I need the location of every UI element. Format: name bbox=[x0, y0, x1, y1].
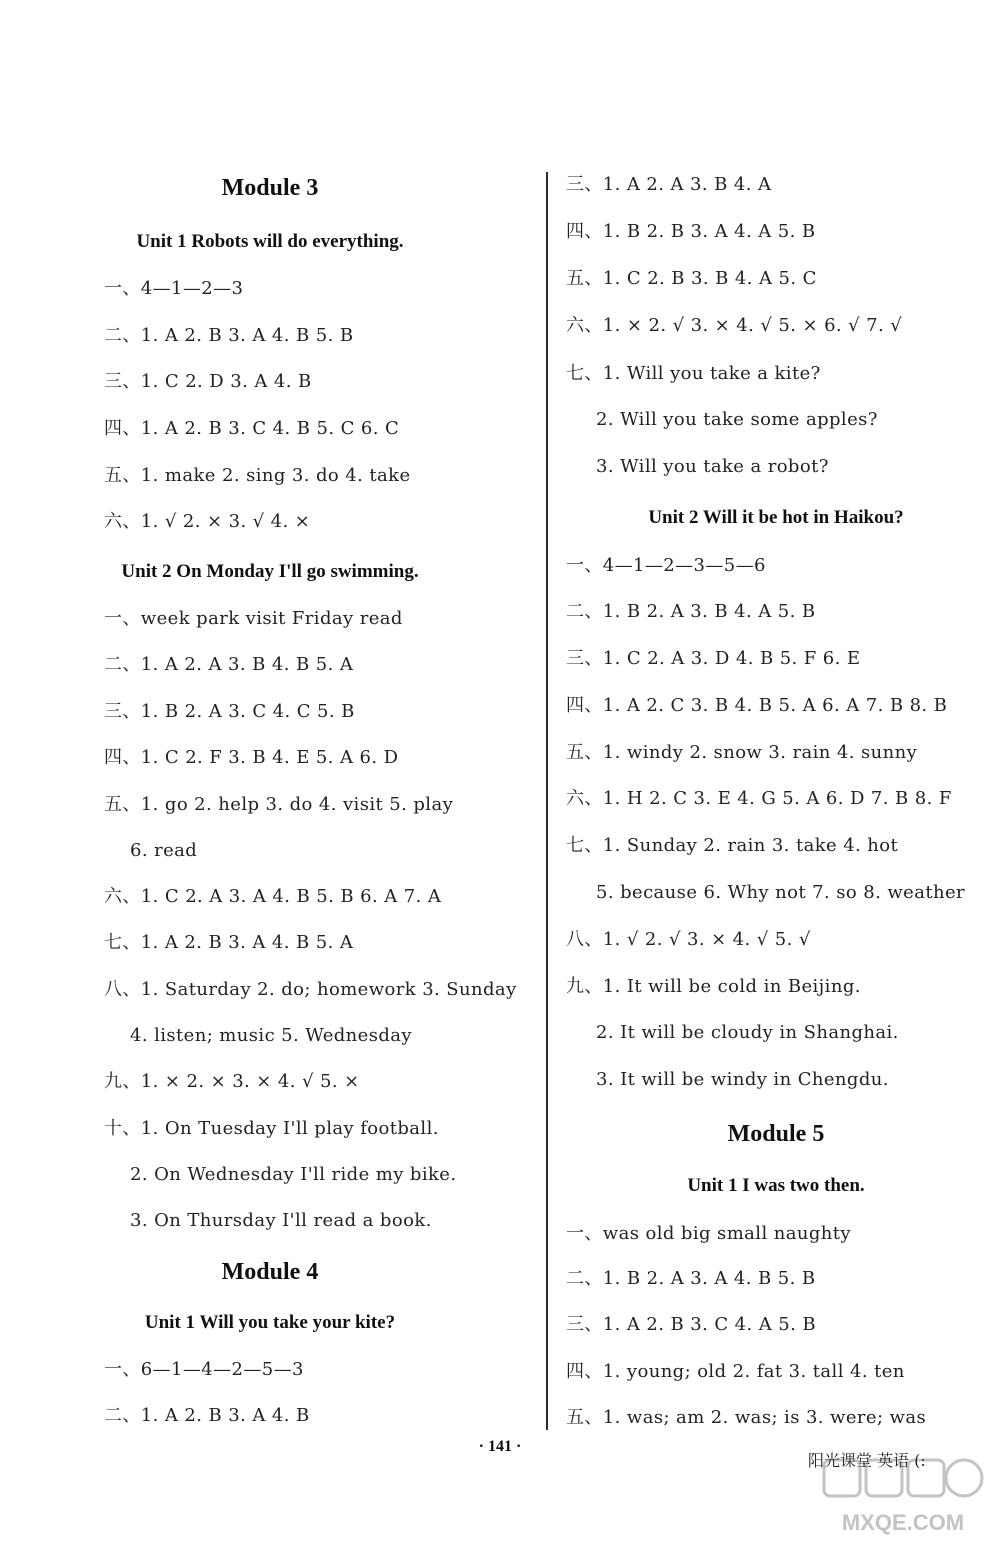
answer-line: 五、1. go 2. help 3. do 4. visit 5. play bbox=[104, 794, 454, 815]
answer-line: 二、1. B 2. A 3. B 4. A 5. B bbox=[566, 601, 816, 622]
answer-line: 四、1. B 2. B 3. A 4. A 5. B bbox=[566, 221, 816, 242]
answer-line: 七、1. Sunday 2. rain 3. take 4. hot bbox=[566, 835, 899, 856]
answer-line: 七、1. A 2. B 3. A 4. B 5. A bbox=[104, 932, 354, 953]
footer-brand: 阳光课堂 英语 (: bbox=[808, 1451, 926, 1470]
answer-line: 6. read bbox=[130, 840, 198, 861]
answer-line: 一、4—1—2—3—5—6 bbox=[566, 555, 766, 576]
answer-line: 2. Will you take some apples? bbox=[596, 409, 878, 430]
answer-line: 一、was old big small naughty bbox=[566, 1223, 851, 1244]
answer-line: 四、1. C 2. F 3. B 4. E 5. A 6. D bbox=[104, 747, 399, 768]
answer-line: 3. Will you take a robot? bbox=[596, 456, 829, 477]
answer-line: 三、1. C 2. A 3. D 4. B 5. F 6. E bbox=[566, 648, 861, 669]
answer-line: 九、1. It will be cold in Beijing. bbox=[566, 976, 861, 997]
unit-heading: Unit 2 On Monday I'll go swimming. bbox=[121, 561, 419, 582]
module-heading: Module 5 bbox=[727, 1121, 825, 1147]
answer-line: 二、1. A 2. B 3. A 4. B bbox=[104, 1405, 310, 1426]
column-divider bbox=[546, 172, 548, 1430]
page-number: · 141 · bbox=[478, 1438, 522, 1455]
unit-heading: Unit 1 I was two then. bbox=[687, 1175, 865, 1196]
answer-line: 一、4—1—2—3 bbox=[104, 278, 244, 299]
answer-line: 四、1. young; old 2. fat 3. tall 4. ten bbox=[566, 1361, 905, 1382]
answer-line: 六、1. × 2. √ 3. × 4. √ 5. × 6. √ 7. √ bbox=[566, 315, 903, 336]
answer-line: 3. It will be windy in Chengdu. bbox=[596, 1069, 889, 1090]
answer-line: 三、1. A 2. A 3. B 4. A bbox=[566, 174, 772, 195]
answer-line: 六、1. √ 2. × 3. √ 4. × bbox=[104, 511, 311, 532]
answer-line: 5. because 6. Why not 7. so 8. weather bbox=[596, 882, 966, 903]
unit-heading: Unit 1 Robots will do everything. bbox=[136, 231, 404, 252]
watermark-text: MXQE.COM bbox=[841, 1510, 965, 1535]
answer-line: 四、1. A 2. B 3. C 4. B 5. C 6. C bbox=[104, 418, 400, 439]
unit-heading: Unit 2 Will it be hot in Haikou? bbox=[648, 507, 904, 528]
watermark-logo bbox=[818, 1454, 988, 1544]
answer-line: 三、1. B 2. A 3. C 4. C 5. B bbox=[104, 701, 355, 722]
answer-line: 4. listen; music 5. Wednesday bbox=[130, 1025, 412, 1046]
answer-line: 五、1. make 2. sing 3. do 4. take bbox=[104, 465, 411, 486]
answer-line: 2. It will be cloudy in Shanghai. bbox=[596, 1022, 899, 1043]
answer-line: 3. On Thursday I'll read a book. bbox=[130, 1210, 432, 1231]
answer-line: 五、1. windy 2. snow 3. rain 4. sunny bbox=[566, 742, 918, 763]
answer-line: 四、1. A 2. C 3. B 4. B 5. A 6. A 7. B 8. B bbox=[566, 695, 948, 716]
answer-line: 六、1. H 2. C 3. E 4. G 5. A 6. D 7. B 8. F bbox=[566, 788, 952, 809]
answer-line: 七、1. Will you take a kite? bbox=[566, 363, 821, 384]
answer-line: 二、1. B 2. A 3. A 4. B 5. B bbox=[566, 1268, 816, 1289]
module-heading: Module 3 bbox=[221, 175, 319, 201]
answer-line: 2. On Wednesday I'll ride my bike. bbox=[130, 1164, 457, 1185]
answer-line: 二、1. A 2. A 3. B 4. B 5. A bbox=[104, 654, 354, 675]
answer-line: 二、1. A 2. B 3. A 4. B 5. B bbox=[104, 325, 354, 346]
answer-line: 八、1. Saturday 2. do; homework 3. Sunday bbox=[104, 979, 517, 1000]
answer-line: 八、1. √ 2. √ 3. × 4. √ 5. √ bbox=[566, 929, 811, 950]
answer-line: 十、1. On Tuesday I'll play football. bbox=[104, 1118, 439, 1139]
unit-heading: Unit 1 Will you take your kite? bbox=[144, 1312, 396, 1333]
answer-line: 一、6—1—4—2—5—3 bbox=[104, 1359, 304, 1380]
answer-line: 三、1. A 2. B 3. C 4. A 5. B bbox=[566, 1314, 816, 1335]
answer-line: 五、1. C 2. B 3. B 4. A 5. C bbox=[566, 268, 817, 289]
answer-line: 六、1. C 2. A 3. A 4. B 5. B 6. A 7. A bbox=[104, 886, 442, 907]
answer-line: 三、1. C 2. D 3. A 4. B bbox=[104, 371, 312, 392]
answer-line: 一、week park visit Friday read bbox=[104, 608, 403, 629]
module-heading: Module 4 bbox=[221, 1259, 319, 1285]
answer-line: 九、1. × 2. × 3. × 4. √ 5. × bbox=[104, 1071, 360, 1092]
answer-line: 五、1. was; am 2. was; is 3. were; was bbox=[566, 1407, 927, 1428]
